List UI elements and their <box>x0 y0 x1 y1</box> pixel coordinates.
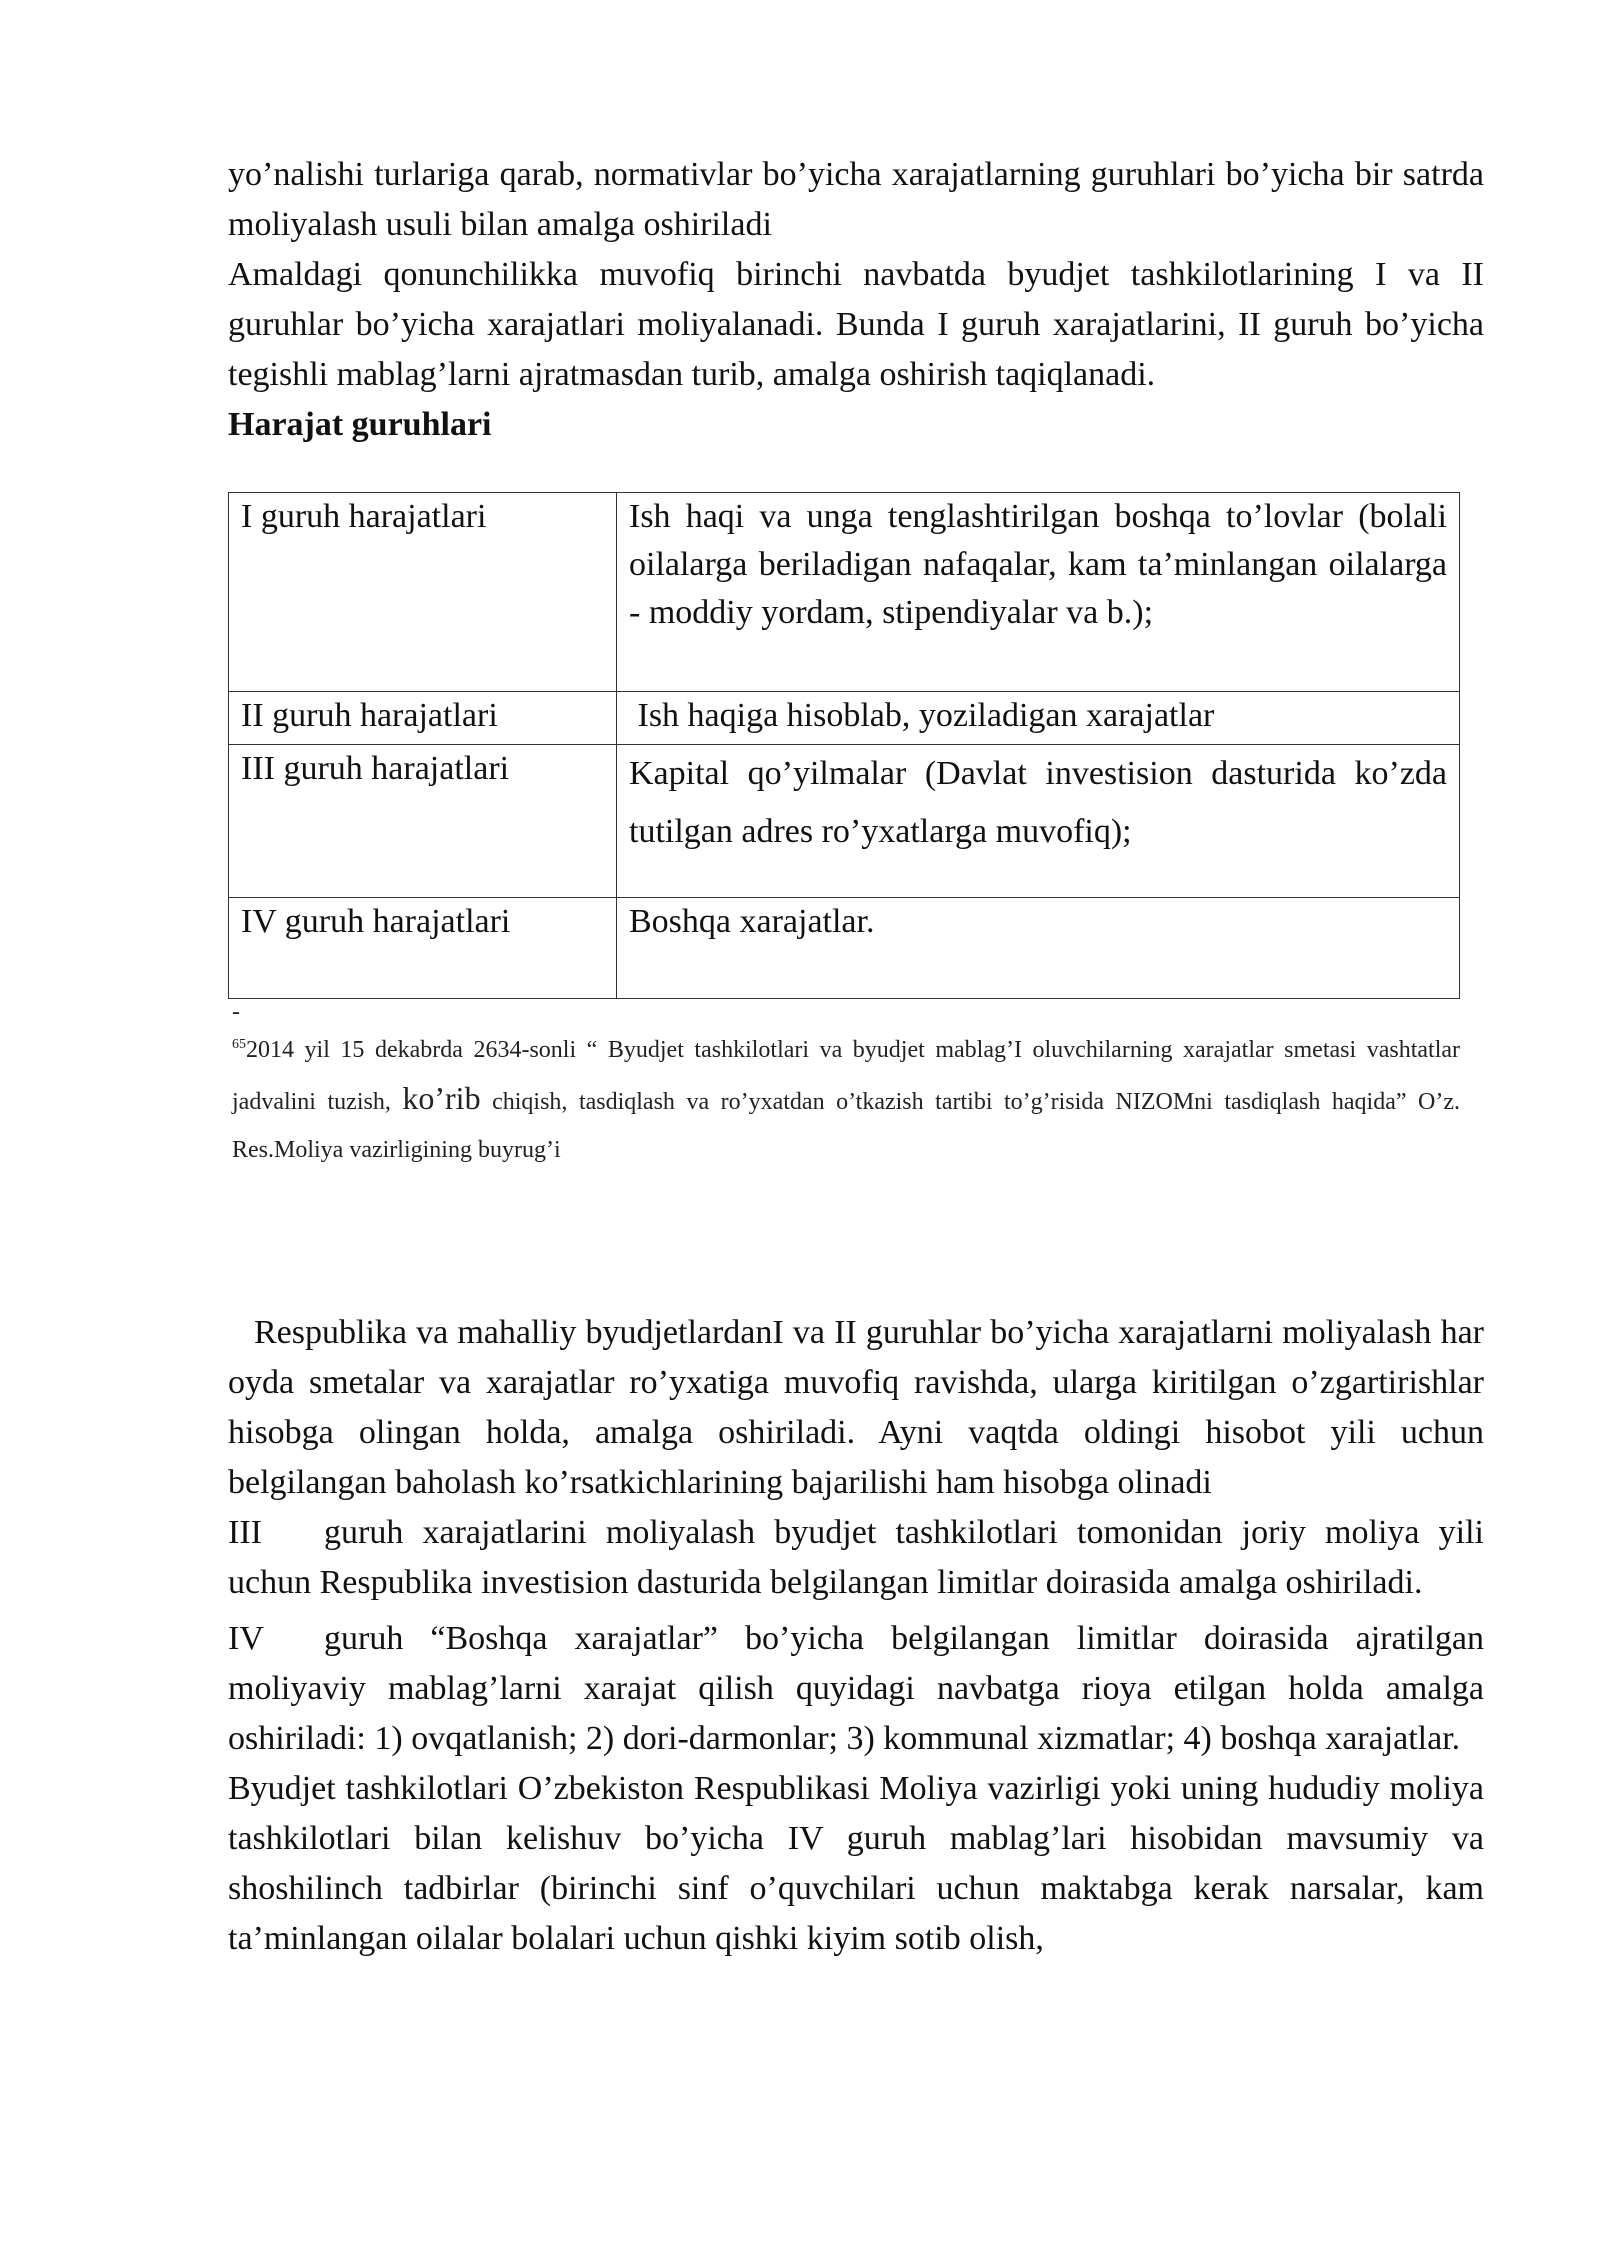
main-text <box>228 1308 1484 1964</box>
body-paragraph-2-text: guruh xarajatlarini moliyalash byudjet tashkilotlari tomonidan joriy moliya yili uchun Respublika investision dasturida belgilangan limitlar doirasida amalga oshiriladi. <box>228 1514 1484 1601</box>
expense-groups-table <box>228 492 1460 999</box>
group-cell: IV guruh harajatlari <box>229 898 617 999</box>
body-paragraph-3-text: guruh “Boshqa xarajatlar” bo’yicha belgilangan limitlar doirasida ajratilgan moliyaviy mablag’larni xarajat qilish quyidagi navbatga rioya etilgan holda amalga oshiriladi: 1) ovqatlanish; 2) dori-darmonlar; 3) kommunal xizmatlar; 4) boshqa xarajatlar. <box>228 1620 1484 1757</box>
table-row <box>229 898 1460 999</box>
group-cell: II guruh harajatlari <box>229 692 617 745</box>
description-cell: Ish haqi va unga tenglashtirilgan boshqa to’lovlar (bolali oilalarga beriladigan nafaqalar, kam ta’minlangan oilalarga - moddiy yordam, stipendiyalar va b.); <box>617 493 1460 692</box>
roman-numeral: IV <box>228 1620 264 1657</box>
footnote-text-a: 2014 yil 15 dekabrda 2634-sonli “ Byudjet tashkilotlari va byudjet mablag’I oluvchilarning xarajatlar smetasi vashtatlar jadvalini tuzish, <box>232 1037 1460 1115</box>
description-cell: Kapital qo’yilmalar (Davlat investision dasturida ko’zda tutilgan adres ro’yxatlarga muvofiq); <box>617 745 1460 898</box>
footnote-separator: - <box>232 999 240 1025</box>
table-row <box>229 745 1460 898</box>
body-paragraph-4: Byudjet tashkilotlari O’zbekiston Respublikasi Moliya vazirligi yoki uning hududiy moliya tashkilotlari bilan kelishuv bo’yicha IV guruh mablag’lari hisobidan mavsumiy va shoshilinch tadbirlar (birinchi sinf o’quvchilari uchun maktabga kerak narsalar, kam ta’minlangan oilalar bolalari uchun qishki kiyim sotib olish, <box>228 1770 1484 1957</box>
body-paragraph-1: Respublika va mahalliy byudjetlardanI va II guruhlar bo’yicha xarajatlarni moliyalash har oyda smetalar va xarajatlar ro’yxatiga muvofiq ravishda, ularga kiritilgan o’zgartirishlar hisobga olingan holda, amalga oshiriladi. Ayni vaqtda oldingi hisobot yili uchun belgilangan baholash ko’rsatkichlarining bajarilishi ham hisobga olinadi <box>228 1314 1484 1501</box>
description-cell: Boshqa xarajatlar. <box>617 898 1460 999</box>
intro-paragraph-1: yo’nalishi turlariga qarab, normativlar bo’yicha xarajatlarning guruhlari bo’yicha bir satrda moliyalash usuli bilan amalga oshiriladi <box>228 156 1484 243</box>
group-cell: III guruh harajatlari <box>229 745 617 898</box>
table-row <box>229 692 1460 745</box>
roman-numeral: III <box>228 1514 262 1551</box>
body-paragraph-3 <box>228 1614 1484 1764</box>
footnote-number: 65 <box>232 1037 246 1052</box>
document-page <box>228 150 1484 1957</box>
footnote-text-b: chiqish, tasdiqlash va ro’yxatdan o’tkazish tartibi to’g’risida NIZOMni tasdiqlash haqida” O’z. Res.Moliya vazirligining buyrug’i <box>232 1089 1460 1163</box>
footnote-text-big: ko’rib <box>402 1080 481 1116</box>
intro-paragraph-2: Amaldagi qonunchilikka muvofiq birinchi navbatda byudjet tashkilotlarining I va II guruhlar bo’yicha xarajatlari moliyalanadi. Bunda I guruh xarajatlarini, II guruh bo’yicha tegishli mablag’larni ajratmasdan turib, amalga oshirish taqiqlanadi. <box>228 256 1484 393</box>
section-heading: Harajat guruhlari <box>228 406 492 443</box>
table-row <box>229 493 1460 692</box>
body-paragraph-2 <box>228 1508 1484 1608</box>
group-cell: I guruh harajatlari <box>229 493 617 692</box>
footnote <box>232 999 1460 1174</box>
description-cell: Ish haqiga hisoblab, yoziladigan xarajatlar <box>617 692 1460 745</box>
